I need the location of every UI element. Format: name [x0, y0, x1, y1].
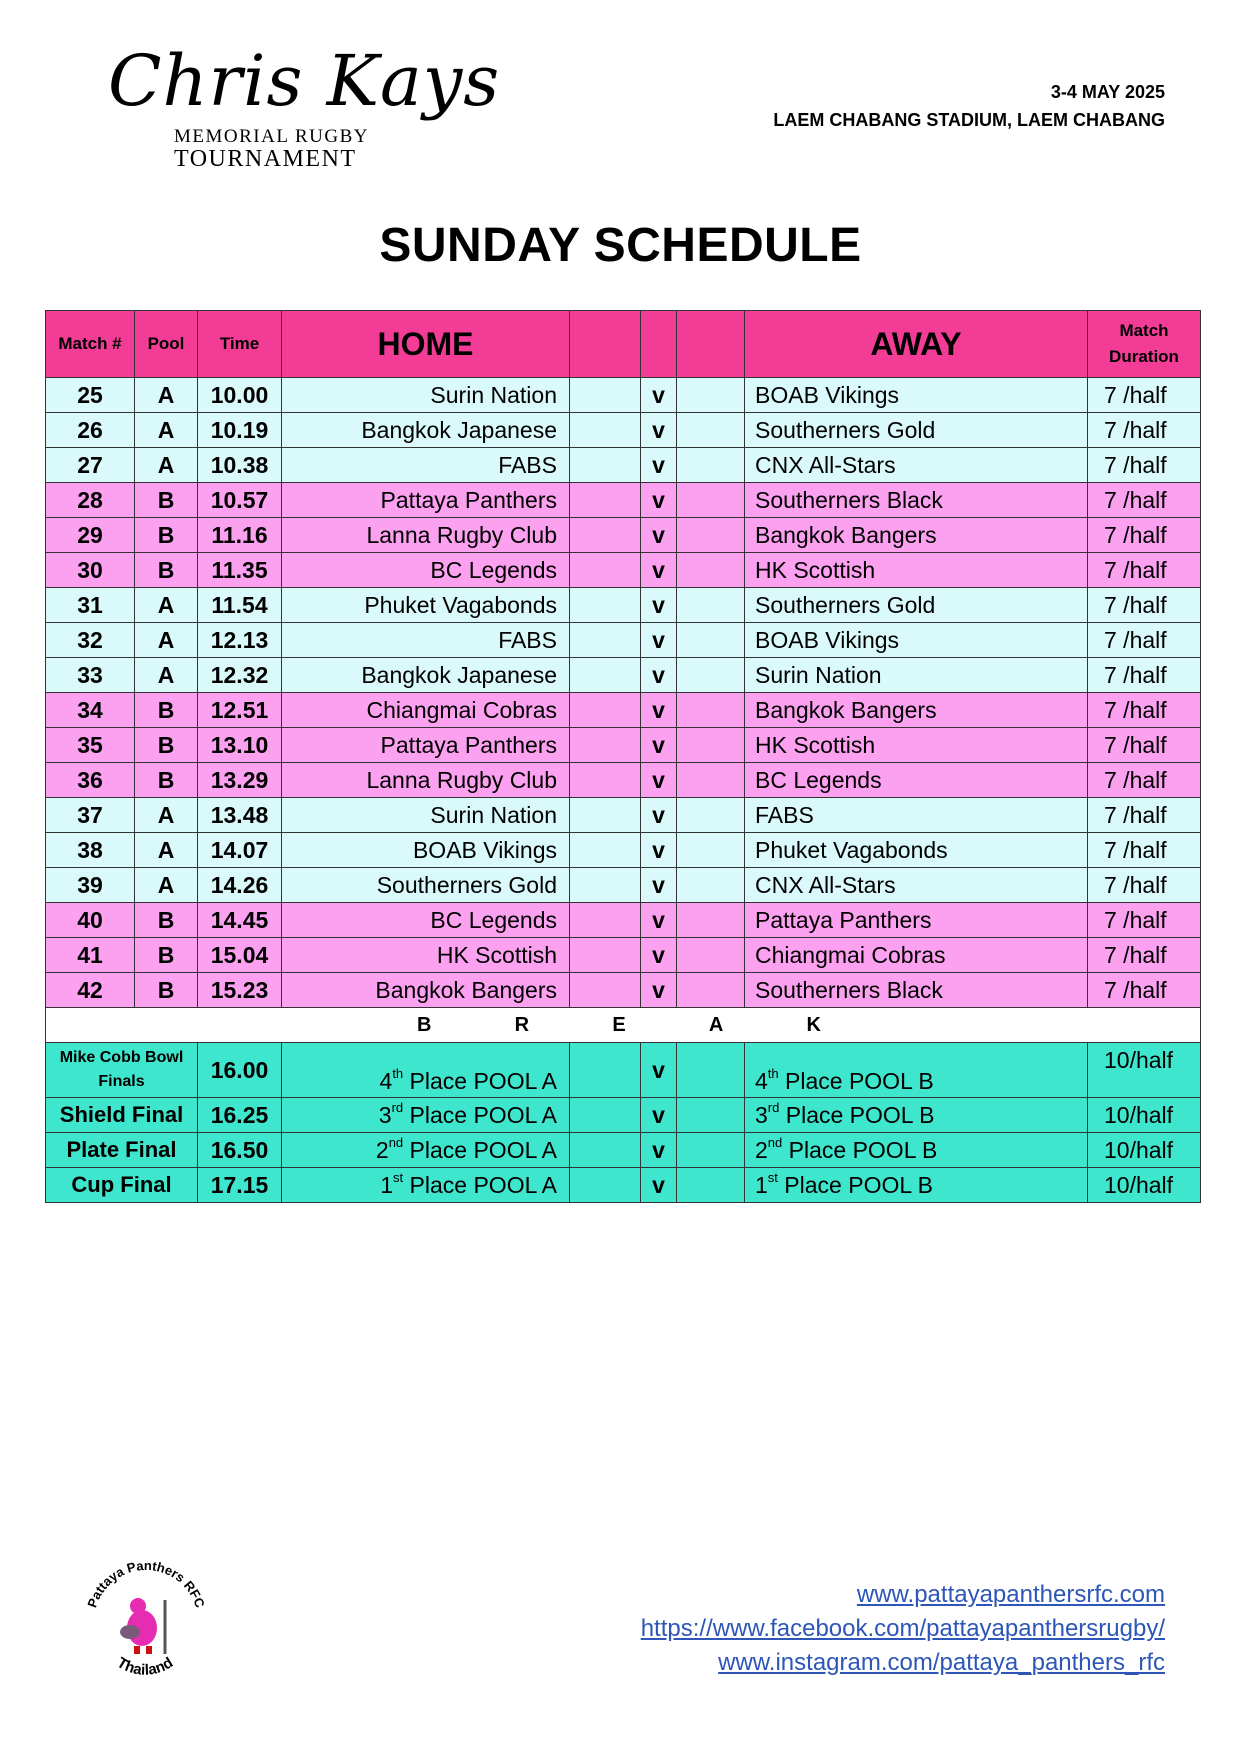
- home-team: Lanna Rugby Club: [282, 518, 570, 553]
- place-suffix: nd: [388, 1134, 404, 1150]
- header-blank-3: [677, 311, 745, 378]
- away-team: BOAB Vikings: [745, 378, 1088, 413]
- duration-cell: 7 /half: [1088, 728, 1201, 763]
- duration-cell: 7 /half: [1088, 938, 1201, 973]
- pool-cell: B: [135, 728, 198, 763]
- table-row: [46, 693, 1201, 728]
- pool-cell: A: [135, 448, 198, 483]
- website-link[interactable]: www.pattayapanthersrfc.com: [856, 1581, 1165, 1608]
- spacer-cell: [570, 728, 641, 763]
- away-team: Surin Nation: [745, 658, 1088, 693]
- pool-cell: B: [135, 973, 198, 1008]
- svg-text:Pattaya Panthers RFC: [84, 1558, 208, 1610]
- place-number: 2: [755, 1136, 768, 1163]
- duration-cell: 7 /half: [1088, 833, 1201, 868]
- spacer-cell: [570, 378, 641, 413]
- spacer-cell: [570, 763, 641, 798]
- spacer-cell: [677, 973, 745, 1008]
- time-cell: 17.15: [198, 1168, 282, 1203]
- versus-cell: v: [641, 693, 677, 728]
- place-text: Place POOL B: [779, 1101, 935, 1128]
- table-row: [46, 623, 1201, 658]
- home-team: Bangkok Bangers: [282, 973, 570, 1008]
- match-number: 30: [46, 553, 135, 588]
- place-number: 2: [375, 1136, 389, 1163]
- time-cell: 10.57: [198, 483, 282, 518]
- logo-bottom-text: Thailand: [113, 1654, 177, 1679]
- table-row: [46, 553, 1201, 588]
- break-letter: A: [708, 1013, 724, 1036]
- duration-cell: 7 /half: [1088, 518, 1201, 553]
- duration-cell: 10/half: [1088, 1168, 1201, 1203]
- match-number: 36: [46, 763, 135, 798]
- pool-cell: A: [135, 413, 198, 448]
- duration-cell: 10/half: [1088, 1043, 1201, 1098]
- duration-cell: 7 /half: [1088, 588, 1201, 623]
- home-team: Chiangmai Cobras: [282, 693, 570, 728]
- duration-cell: 7 /half: [1088, 798, 1201, 833]
- versus-cell: v: [641, 798, 677, 833]
- spacer-cell: [570, 658, 641, 693]
- time-cell: 11.16: [198, 518, 282, 553]
- pool-cell: A: [135, 833, 198, 868]
- pool-cell: B: [135, 938, 198, 973]
- match-number: 28: [46, 483, 135, 518]
- duration-cell: 7 /half: [1088, 903, 1201, 938]
- table-row: [46, 413, 1201, 448]
- away-team: CNX All-Stars: [745, 448, 1088, 483]
- pool-cell: A: [135, 378, 198, 413]
- time-cell: 14.07: [198, 833, 282, 868]
- spacer-cell: [677, 658, 745, 693]
- duration-cell: 7 /half: [1088, 413, 1201, 448]
- pool-cell: A: [135, 798, 198, 833]
- spacer-cell: [677, 903, 745, 938]
- pool-cell: A: [135, 623, 198, 658]
- event-info: [773, 78, 1165, 134]
- header-blank-2: [641, 311, 677, 378]
- away-team: Bangkok Bangers: [745, 518, 1088, 553]
- spacer-cell: [677, 1133, 745, 1168]
- match-number: 29: [46, 518, 135, 553]
- pool-cell: B: [135, 483, 198, 518]
- place-number: 4: [755, 1068, 768, 1094]
- time-cell: 12.13: [198, 623, 282, 658]
- home-team: [282, 1043, 570, 1098]
- duration-cell: 7 /half: [1088, 693, 1201, 728]
- place-suffix: th: [767, 1066, 779, 1082]
- away-team: Southerners Gold: [745, 413, 1088, 448]
- table-row: [46, 518, 1201, 553]
- pool-cell: B: [135, 693, 198, 728]
- home-team: Pattaya Panthers: [282, 728, 570, 763]
- header-away: AWAY: [745, 311, 1088, 378]
- home-team: [282, 1098, 570, 1133]
- home-team: Pattaya Panthers: [282, 483, 570, 518]
- versus-cell: v: [641, 903, 677, 938]
- spacer-cell: [570, 903, 641, 938]
- time-cell: 14.26: [198, 868, 282, 903]
- spacer-cell: [677, 938, 745, 973]
- versus-cell: v: [641, 658, 677, 693]
- table-row: [46, 378, 1201, 413]
- home-team: BOAB Vikings: [282, 833, 570, 868]
- break-cell: [46, 1008, 1201, 1043]
- table-row: [46, 833, 1201, 868]
- duration-cell: 10/half: [1088, 1133, 1201, 1168]
- place-suffix: rd: [767, 1099, 780, 1115]
- time-cell: 14.45: [198, 903, 282, 938]
- time-cell: 15.04: [198, 938, 282, 973]
- spacer-cell: [570, 1168, 641, 1203]
- away-team: Bangkok Bangers: [745, 693, 1088, 728]
- footer-links: [641, 1578, 1165, 1680]
- spacer-cell: [570, 1133, 641, 1168]
- time-cell: 13.48: [198, 798, 282, 833]
- versus-cell: v: [641, 833, 677, 868]
- spacer-cell: [570, 938, 641, 973]
- home-team: BC Legends: [282, 903, 570, 938]
- spacer-cell: [677, 378, 745, 413]
- spacer-cell: [677, 413, 745, 448]
- duration-cell: 7 /half: [1088, 868, 1201, 903]
- home-team: Bangkok Japanese: [282, 658, 570, 693]
- versus-cell: v: [641, 1043, 677, 1098]
- spacer-cell: [570, 1043, 641, 1098]
- away-team: CNX All-Stars: [745, 868, 1088, 903]
- spacer-cell: [570, 798, 641, 833]
- break-row: [46, 1008, 1201, 1043]
- page-title: SUNDAY SCHEDULE: [379, 219, 862, 272]
- table-row: [46, 728, 1201, 763]
- final-name: Mike Cobb Bowl Finals: [46, 1043, 198, 1098]
- break-letter: R: [514, 1013, 530, 1036]
- home-team: Bangkok Japanese: [282, 413, 570, 448]
- header-match: Match #: [46, 311, 135, 378]
- away-team: Southerners Gold: [745, 588, 1088, 623]
- table-row: [46, 903, 1201, 938]
- spacer-cell: [677, 588, 745, 623]
- break-letter: E: [612, 1013, 626, 1036]
- time-cell: 10.00: [198, 378, 282, 413]
- versus-cell: v: [641, 938, 677, 973]
- header-duration: Match Duration: [1088, 311, 1201, 378]
- pool-cell: A: [135, 868, 198, 903]
- duration-cell: 7 /half: [1088, 483, 1201, 518]
- event-venue: LAEM CHABANG STADIUM, LAEM CHABANG: [773, 110, 1165, 130]
- match-number: 37: [46, 798, 135, 833]
- spacer-cell: [677, 448, 745, 483]
- header-home: HOME: [282, 311, 570, 378]
- time-cell: 16.00: [198, 1043, 282, 1098]
- time-cell: 12.32: [198, 658, 282, 693]
- place-suffix: nd: [767, 1134, 783, 1150]
- facebook-link[interactable]: https://www.facebook.com/pattayapanthersrugby/: [640, 1615, 1165, 1642]
- header-pool: Pool: [135, 311, 198, 378]
- final-name: Plate Final: [46, 1133, 198, 1168]
- place-text: Place POOL A: [403, 1068, 557, 1094]
- logo-subtitle-2: TOURNAMENT: [174, 146, 357, 172]
- spacer-cell: [570, 693, 641, 728]
- pool-cell: A: [135, 588, 198, 623]
- away-team: Pattaya Panthers: [745, 903, 1088, 938]
- place-suffix: rd: [391, 1099, 404, 1115]
- match-number: 26: [46, 413, 135, 448]
- time-cell: 16.50: [198, 1133, 282, 1168]
- place-text: Place POOL B: [777, 1171, 934, 1198]
- time-cell: 12.51: [198, 693, 282, 728]
- pool-cell: A: [135, 658, 198, 693]
- versus-cell: v: [641, 1133, 677, 1168]
- table-row: [46, 798, 1201, 833]
- versus-cell: v: [641, 588, 677, 623]
- spacer-cell: [570, 623, 641, 658]
- time-cell: 11.35: [198, 553, 282, 588]
- spacer-cell: [677, 693, 745, 728]
- match-number: 35: [46, 728, 135, 763]
- logo-script-text: Chris Kays: [108, 40, 501, 122]
- duration-cell: 7 /half: [1088, 763, 1201, 798]
- place-suffix: st: [393, 1169, 404, 1185]
- time-cell: 10.38: [198, 448, 282, 483]
- spacer-cell: [677, 763, 745, 798]
- spacer-cell: [677, 623, 745, 658]
- table-row: [46, 588, 1201, 623]
- instagram-link[interactable]: www.instagram.com/pattaya_panthers_rfc: [718, 1649, 1165, 1676]
- versus-cell: v: [641, 728, 677, 763]
- place-number: 1: [755, 1171, 768, 1198]
- final-row: [46, 1043, 1201, 1098]
- place-text: Place POOL B: [778, 1068, 934, 1094]
- match-number: 38: [46, 833, 135, 868]
- home-team: HK Scottish: [282, 938, 570, 973]
- home-team: [282, 1133, 570, 1168]
- spacer-cell: [677, 728, 745, 763]
- match-number: 31: [46, 588, 135, 623]
- place-text: Place POOL A: [403, 1136, 557, 1163]
- place-text: Place POOL B: [782, 1136, 938, 1163]
- versus-cell: v: [641, 553, 677, 588]
- final-name: Shield Final: [46, 1098, 198, 1133]
- final-row: [46, 1168, 1201, 1203]
- spacer-cell: [677, 483, 745, 518]
- spacer-cell: [570, 518, 641, 553]
- spacer-cell: [677, 553, 745, 588]
- break-letter: B: [417, 1013, 432, 1036]
- match-number: 34: [46, 693, 135, 728]
- versus-cell: v: [641, 1098, 677, 1133]
- versus-cell: v: [641, 1168, 677, 1203]
- duration-cell: 7 /half: [1088, 658, 1201, 693]
- away-team: HK Scottish: [745, 728, 1088, 763]
- place-number: 3: [378, 1101, 392, 1128]
- spacer-cell: [677, 1098, 745, 1133]
- place-suffix: th: [392, 1066, 404, 1082]
- header-blank-1: [570, 311, 641, 378]
- logo-subtitle-1: MEMORIAL RUGBY: [174, 126, 369, 147]
- table-row: [46, 763, 1201, 798]
- away-team: Southerners Black: [745, 973, 1088, 1008]
- duration-cell: 7 /half: [1088, 378, 1201, 413]
- home-team: BC Legends: [282, 553, 570, 588]
- duration-cell: 7 /half: [1088, 448, 1201, 483]
- spacer-cell: [677, 833, 745, 868]
- home-team: Surin Nation: [282, 798, 570, 833]
- home-team: Phuket Vagabonds: [282, 588, 570, 623]
- final-name: Cup Final: [46, 1168, 198, 1203]
- schedule-table: [45, 310, 1201, 1203]
- place-number: 1: [380, 1171, 394, 1198]
- table-row: [46, 483, 1201, 518]
- home-team: Lanna Rugby Club: [282, 763, 570, 798]
- spacer-cell: [570, 973, 641, 1008]
- match-number: 40: [46, 903, 135, 938]
- tournament-logo: [108, 36, 501, 176]
- versus-cell: v: [641, 448, 677, 483]
- away-team: FABS: [745, 798, 1088, 833]
- versus-cell: v: [641, 518, 677, 553]
- home-team: [282, 1168, 570, 1203]
- duration-cell: 10/half: [1088, 1098, 1201, 1133]
- table-row: [46, 448, 1201, 483]
- pool-cell: B: [135, 763, 198, 798]
- svg-text:Thailand: [114, 1654, 176, 1679]
- duration-cell: 7 /half: [1088, 623, 1201, 658]
- away-team: Phuket Vagabonds: [745, 833, 1088, 868]
- spacer-cell: [677, 798, 745, 833]
- versus-cell: v: [641, 378, 677, 413]
- versus-cell: v: [641, 623, 677, 658]
- final-row: [46, 1133, 1201, 1168]
- time-cell: 11.54: [198, 588, 282, 623]
- table-row: [46, 938, 1201, 973]
- home-team: Surin Nation: [282, 378, 570, 413]
- place-suffix: st: [767, 1169, 778, 1185]
- spacer-cell: [570, 483, 641, 518]
- away-team: [745, 1168, 1088, 1203]
- spacer-cell: [570, 553, 641, 588]
- away-team: [745, 1098, 1088, 1133]
- pattaya-panthers-logo: [80, 1550, 210, 1680]
- time-cell: 13.10: [198, 728, 282, 763]
- pool-cell: B: [135, 903, 198, 938]
- away-team: BC Legends: [745, 763, 1088, 798]
- place-text: Place POOL A: [403, 1101, 557, 1128]
- home-team: FABS: [282, 623, 570, 658]
- pool-cell: B: [135, 553, 198, 588]
- table-row: [46, 868, 1201, 903]
- spacer-cell: [677, 518, 745, 553]
- final-row: [46, 1098, 1201, 1133]
- versus-cell: v: [641, 973, 677, 1008]
- place-number: 4: [379, 1068, 393, 1094]
- spacer-cell: [570, 1098, 641, 1133]
- pool-cell: B: [135, 518, 198, 553]
- spacer-cell: [570, 413, 641, 448]
- spacer-cell: [677, 1043, 745, 1098]
- break-letter: K: [806, 1013, 821, 1036]
- spacer-cell: [677, 1168, 745, 1203]
- match-number: 25: [46, 378, 135, 413]
- duration-cell: 7 /half: [1088, 973, 1201, 1008]
- logo-top-text: Pattaya Panthers RFC: [84, 1557, 208, 1610]
- spacer-cell: [570, 448, 641, 483]
- home-team: Southerners Gold: [282, 868, 570, 903]
- home-team: FABS: [282, 448, 570, 483]
- event-date: 3-4 MAY 2025: [1050, 82, 1165, 102]
- match-number: 41: [46, 938, 135, 973]
- place-text: Place POOL A: [403, 1171, 557, 1198]
- spacer-cell: [570, 588, 641, 623]
- place-number: 3: [755, 1101, 768, 1128]
- match-number: 27: [46, 448, 135, 483]
- table-row: [46, 973, 1201, 1008]
- spacer-cell: [570, 833, 641, 868]
- versus-cell: v: [641, 483, 677, 518]
- away-team: Chiangmai Cobras: [745, 938, 1088, 973]
- spacer-cell: [570, 868, 641, 903]
- versus-cell: v: [641, 868, 677, 903]
- time-cell: 13.29: [198, 763, 282, 798]
- match-number: 42: [46, 973, 135, 1008]
- table-header-row: [46, 311, 1201, 378]
- duration-cell: 7 /half: [1088, 553, 1201, 588]
- match-number: 33: [46, 658, 135, 693]
- schedule-body: [46, 378, 1201, 1203]
- away-team: Southerners Black: [745, 483, 1088, 518]
- away-team: [745, 1133, 1088, 1168]
- time-cell: 15.23: [198, 973, 282, 1008]
- away-team: [745, 1043, 1088, 1098]
- versus-cell: v: [641, 413, 677, 448]
- header-time: Time: [198, 311, 282, 378]
- time-cell: 16.25: [198, 1098, 282, 1133]
- match-number: 32: [46, 623, 135, 658]
- away-team: BOAB Vikings: [745, 623, 1088, 658]
- match-number: 39: [46, 868, 135, 903]
- time-cell: 10.19: [198, 413, 282, 448]
- away-team: HK Scottish: [745, 553, 1088, 588]
- table-row: [46, 658, 1201, 693]
- spacer-cell: [677, 868, 745, 903]
- versus-cell: v: [641, 763, 677, 798]
